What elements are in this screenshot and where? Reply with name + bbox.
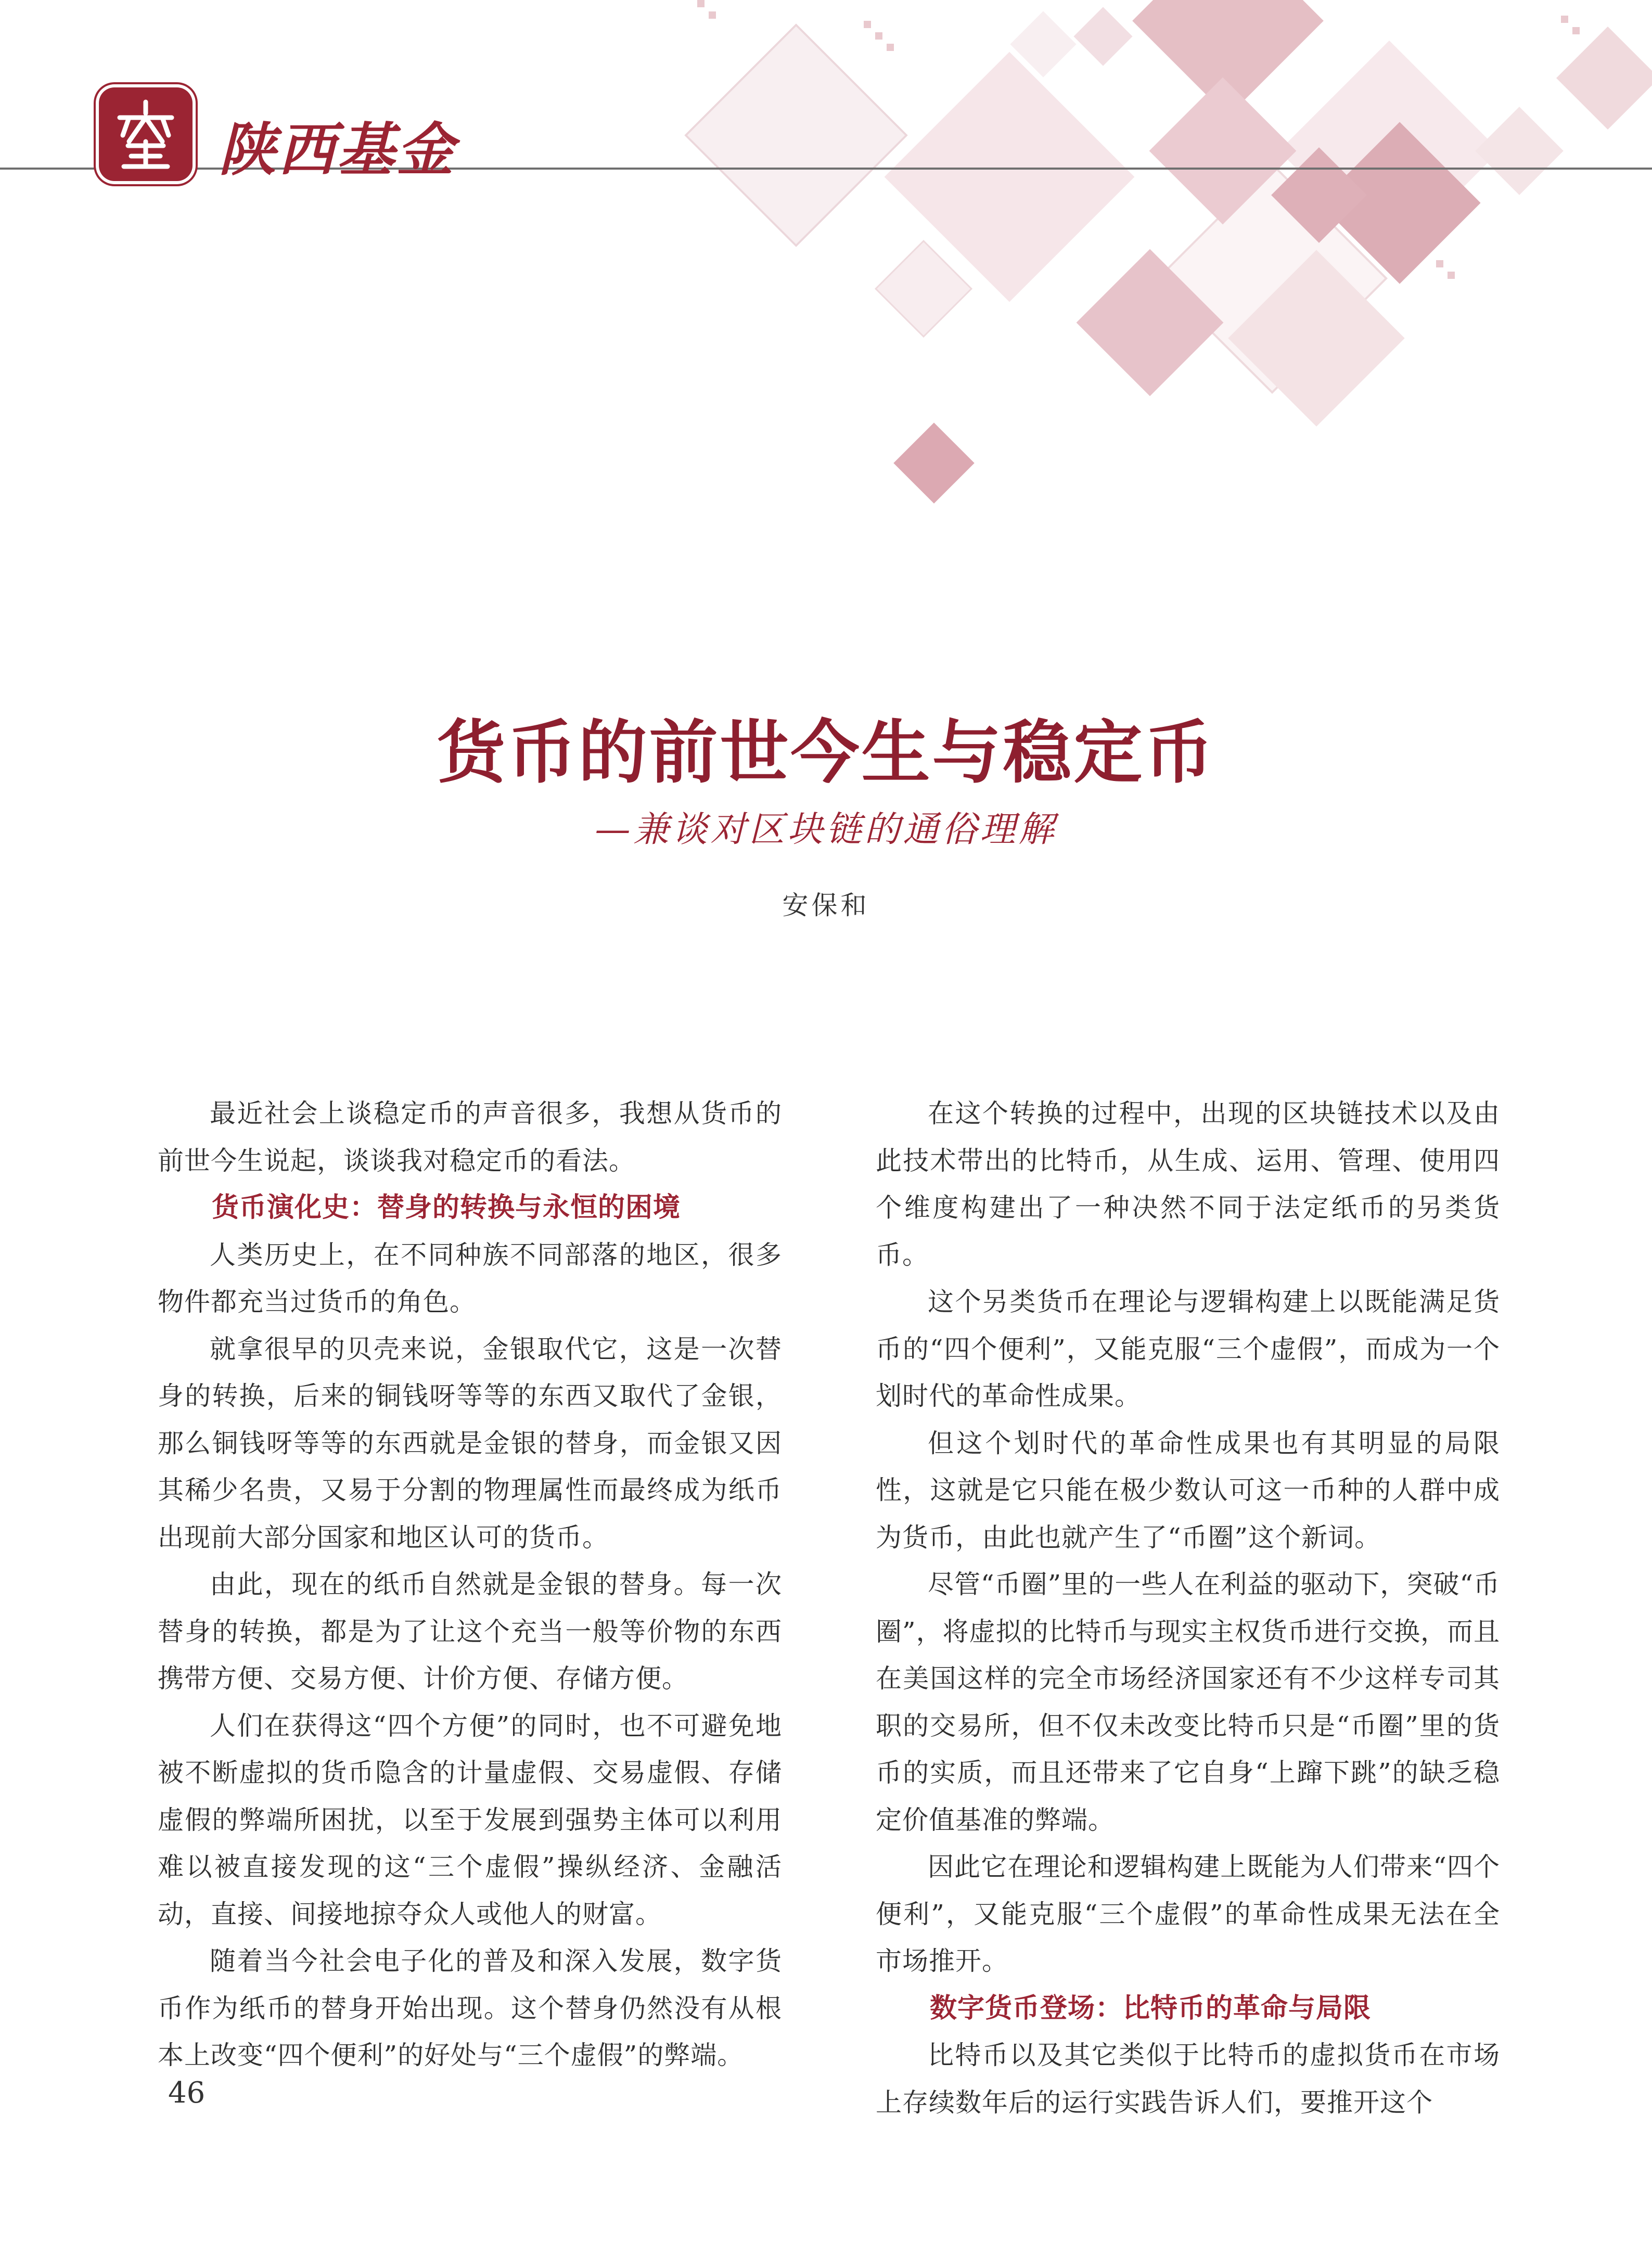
seal-logo-icon	[99, 87, 193, 181]
article-author: 安保和	[782, 890, 870, 920]
paragraph: 由此，现在的纸币自然就是金银的替身。每一次替身的转换，都是为了让这个充当一般等价物的东西携带方便、交易方便、计价方便、存储方便。	[158, 1569, 782, 1694]
section-heading: 货币演化史：替身的转换与永恒的困境	[212, 1192, 681, 1223]
article-title: 货币的前世今生与稳定币	[437, 712, 1215, 793]
page-number: 46	[168, 2076, 206, 2110]
body-column-left	[158, 1090, 782, 2079]
article-subtitle: —兼谈对区块链的通俗理解	[595, 809, 1057, 850]
paragraph: 这个另类货币在理论与逻辑构建上以既能满足货币的“四个便利”，又能克服“三个虚假”，而成为一个划时代的革命性成果。	[876, 1287, 1500, 1411]
decorative-diamond-pattern	[0, 0, 1652, 546]
body-column-right	[876, 1090, 1500, 2126]
section-heading: 数字货币登场：比特币的革命与局限	[930, 1992, 1372, 2024]
paragraph: 随着当今社会电子化的普及和深入发展，数字货币作为纸币的替身开始出现。这个替身仍然没有从根本上改变“四个便利”的好处与“三个虚假”的弊端。	[158, 1946, 782, 2070]
paragraph: 因此它在理论和逻辑构建上既能为人们带来“四个便利”，又能克服“三个虚假”的革命性成果无法在全市场推开。	[876, 1852, 1500, 1976]
paragraph: 就拿很早的贝壳来说，金银取代它，这是一次替身的转换，后来的铜钱呀等等的东西又取代了金银，那么铜钱呀等等的东西就是金银的替身，而金银又因其稀少名贵，又易于分割的物理属性而最终成为纸币出现前大部分国家和地区认可的货币。	[158, 1334, 782, 1553]
paragraph: 最近社会上谈稳定币的声音很多，我想从货币的前世今生说起，谈谈我对稳定币的看法。	[158, 1098, 782, 1176]
paragraph: 在这个转换的过程中，出现的区块链技术以及由此技术带出的比特币，从生成、运用、管理、使用四个维度构建出了一种决然不同于法定纸币的另类货币。	[876, 1098, 1500, 1270]
paragraph: 尽管“币圈”里的一些人在利益的驱动下，突破“币圈”，将虚拟的比特币与现实主权货币进行交换，而且在美国这样的完全市场经济国家还有不少这样专司其职的交易所，但不仅未改变比特币只是“币圈”里的货币的实质，而且还带来了它自身“上蹿下跳”的缺乏稳定价值基准的弊端。	[876, 1569, 1500, 1835]
paragraph: 人们在获得这“四个方便”的同时，也不可避免地被不断虚拟的货币隐含的计量虚假、交易虚假、存储虚假的弊端所困扰，以至于发展到强势主体可以利用难以被直接发现的这“三个虚假”操纵经济、金融活动，直接、间接地掠夺众人或他人的财富。	[158, 1710, 782, 1929]
paragraph: 但这个划时代的革命性成果也有其明显的局限性，这就是它只能在极少数认可这一币种的人群中成为货币，由此也就产生了“币圈”这个新词。	[876, 1428, 1500, 1553]
paragraph: 人类历史上，在不同种族不同部落的地区，很多物件都充当过货币的角色。	[158, 1239, 782, 1317]
journal-name: 陕西基金	[219, 116, 456, 183]
paragraph: 比特币以及其它类似于比特币的虚拟货币在市场上存续数年后的运行实践告诉人们，要推开这个	[876, 2040, 1500, 2118]
